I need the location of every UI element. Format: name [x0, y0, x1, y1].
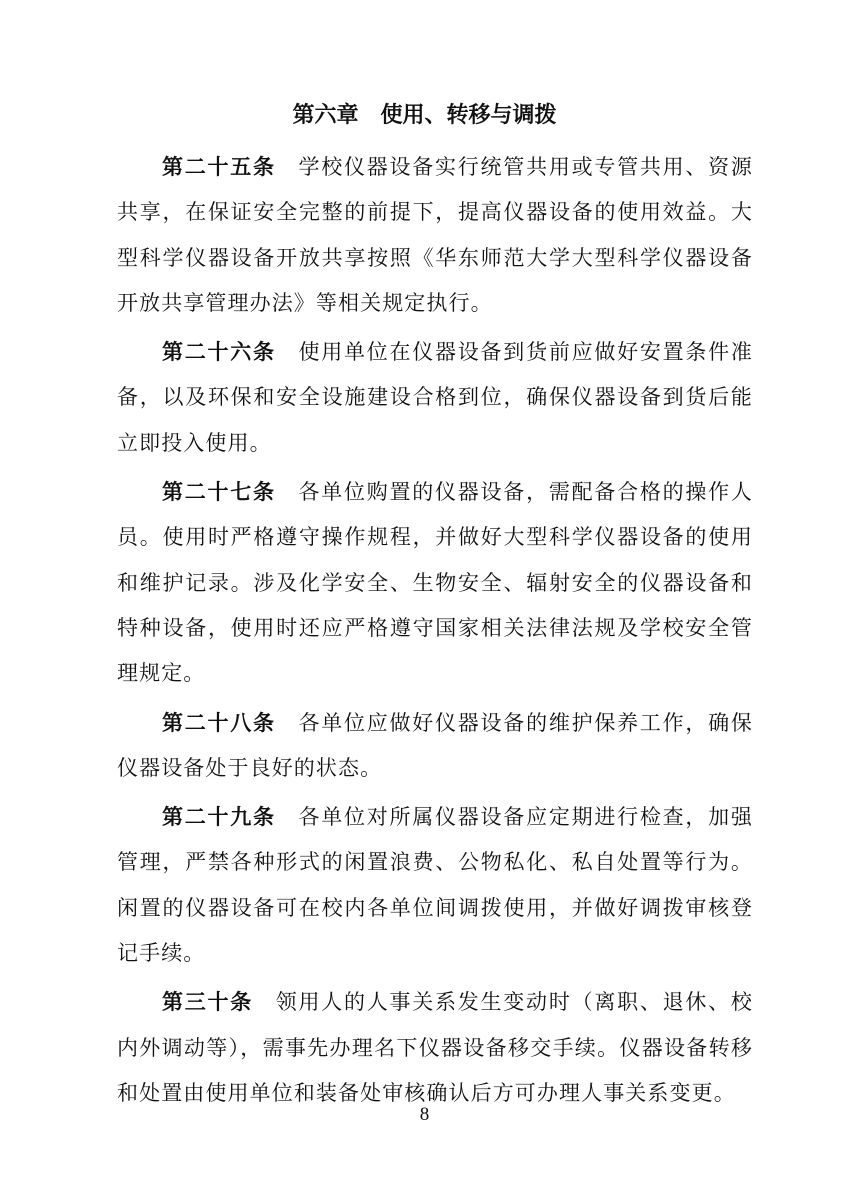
chapter-heading: [0, 100, 849, 132]
page-number: 8: [419, 1104, 430, 1125]
article-text: 使用单位在仪器设备到货前应做好安置条件准备，以及环保和安全设施建设合格到位，确保仪器设备到货后能立即投入使用。: [117, 340, 754, 455]
article-number: 第二十七条: [162, 480, 276, 505]
article-text: 各单位应做好仪器设备的维护保养工作，确保仪器设备处于良好的状态。: [117, 710, 754, 780]
chapter-number: 第六章: [292, 103, 359, 128]
article-number: 第二十九条: [162, 805, 276, 830]
article-29: [117, 795, 753, 976]
article-text: 各单位购置的仪器设备，需配备合格的操作人员。使用时严格遵守操作规程，并做好大型科学仪器设备的使用和维护记录。涉及化学安全、生物安全、辐射安全的仪器设备和特种设备，使用时还应严格遵守国家相关法律法规及学校安全管理规定。: [117, 480, 754, 686]
article-number: 第二十六条: [162, 340, 276, 365]
article-26: [117, 330, 753, 466]
article-28: [117, 701, 753, 792]
document-body: [117, 145, 753, 1120]
article-number: 第二十八条: [162, 710, 276, 735]
article-number: 第三十条: [162, 990, 254, 1015]
article-30: [117, 980, 753, 1116]
article-text: 领用人的人事关系发生变动时（离职、退休、校内外调动等），需事先办理名下仪器设备移交手续。仪器设备转移和处置由使用单位和装备处审核确认后方可办理人事关系变更。: [117, 990, 753, 1105]
article-number: 第二十五条: [162, 155, 276, 179]
article-text: 各单位对所属仪器设备应定期进行检查，加强管理，严禁各种形式的闲置浪费、公物私化、私自处置等行为。闲置的仪器设备可在校内各单位间调拨使用，并做好调拨审核登记手续。: [117, 805, 754, 966]
article-text: 学校仪器设备实行统管共用或专管共用、资源共享，在保证安全完整的前提下，提高仪器设备的使用效益。大型科学仪器设备开放共享按照《华东师范大学大型科学仪器设备开放共享管理办法》等相关规定执行。: [117, 155, 754, 315]
chapter-title: 使用、转移与调拨: [380, 103, 557, 128]
article-25: [117, 145, 753, 326]
article-27: [117, 470, 753, 696]
